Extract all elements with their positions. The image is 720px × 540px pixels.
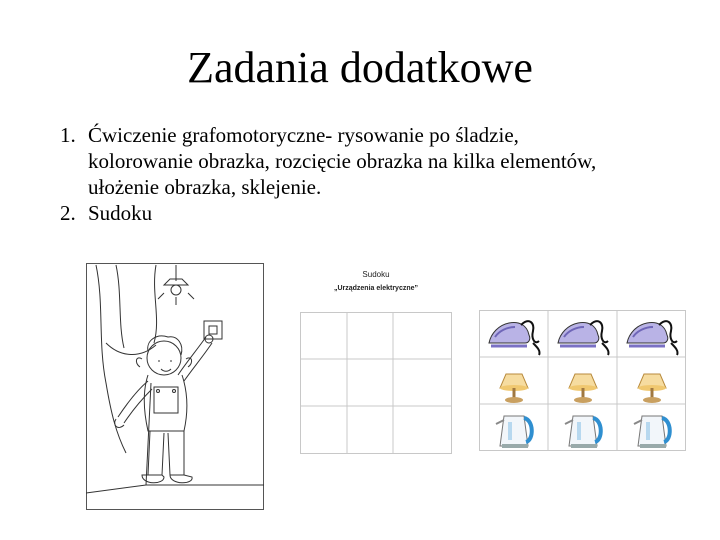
list-item: [60, 200, 620, 226]
sudoku-subtitle: „Urządzenia elektryczne”: [333, 285, 419, 292]
sudoku-title: Sudoku: [362, 270, 390, 279]
kettle-icon: [634, 416, 670, 448]
empty-sudoku-grid: [300, 312, 452, 454]
list-number: 1.: [60, 123, 76, 147]
list-item: [60, 122, 620, 200]
kettle-icon: [496, 416, 532, 448]
task-list: [60, 122, 620, 226]
kettle-icon: [565, 416, 601, 448]
picture-sudoku-grid: [479, 310, 686, 451]
list-item-text: Sudoku: [88, 201, 153, 225]
child-light-switch-drawing: [86, 263, 264, 510]
list-item-text: Ćwiczenie grafomotoryczne- rysowanie po śladzie, kolorowanie obrazka, rozcięcie obrazka na kilka elementów, ułożenie obrazka, sklejenie.: [88, 123, 597, 199]
slide-title: Zadania dodatkowe: [187, 43, 533, 92]
list-number: 2.: [60, 201, 76, 225]
